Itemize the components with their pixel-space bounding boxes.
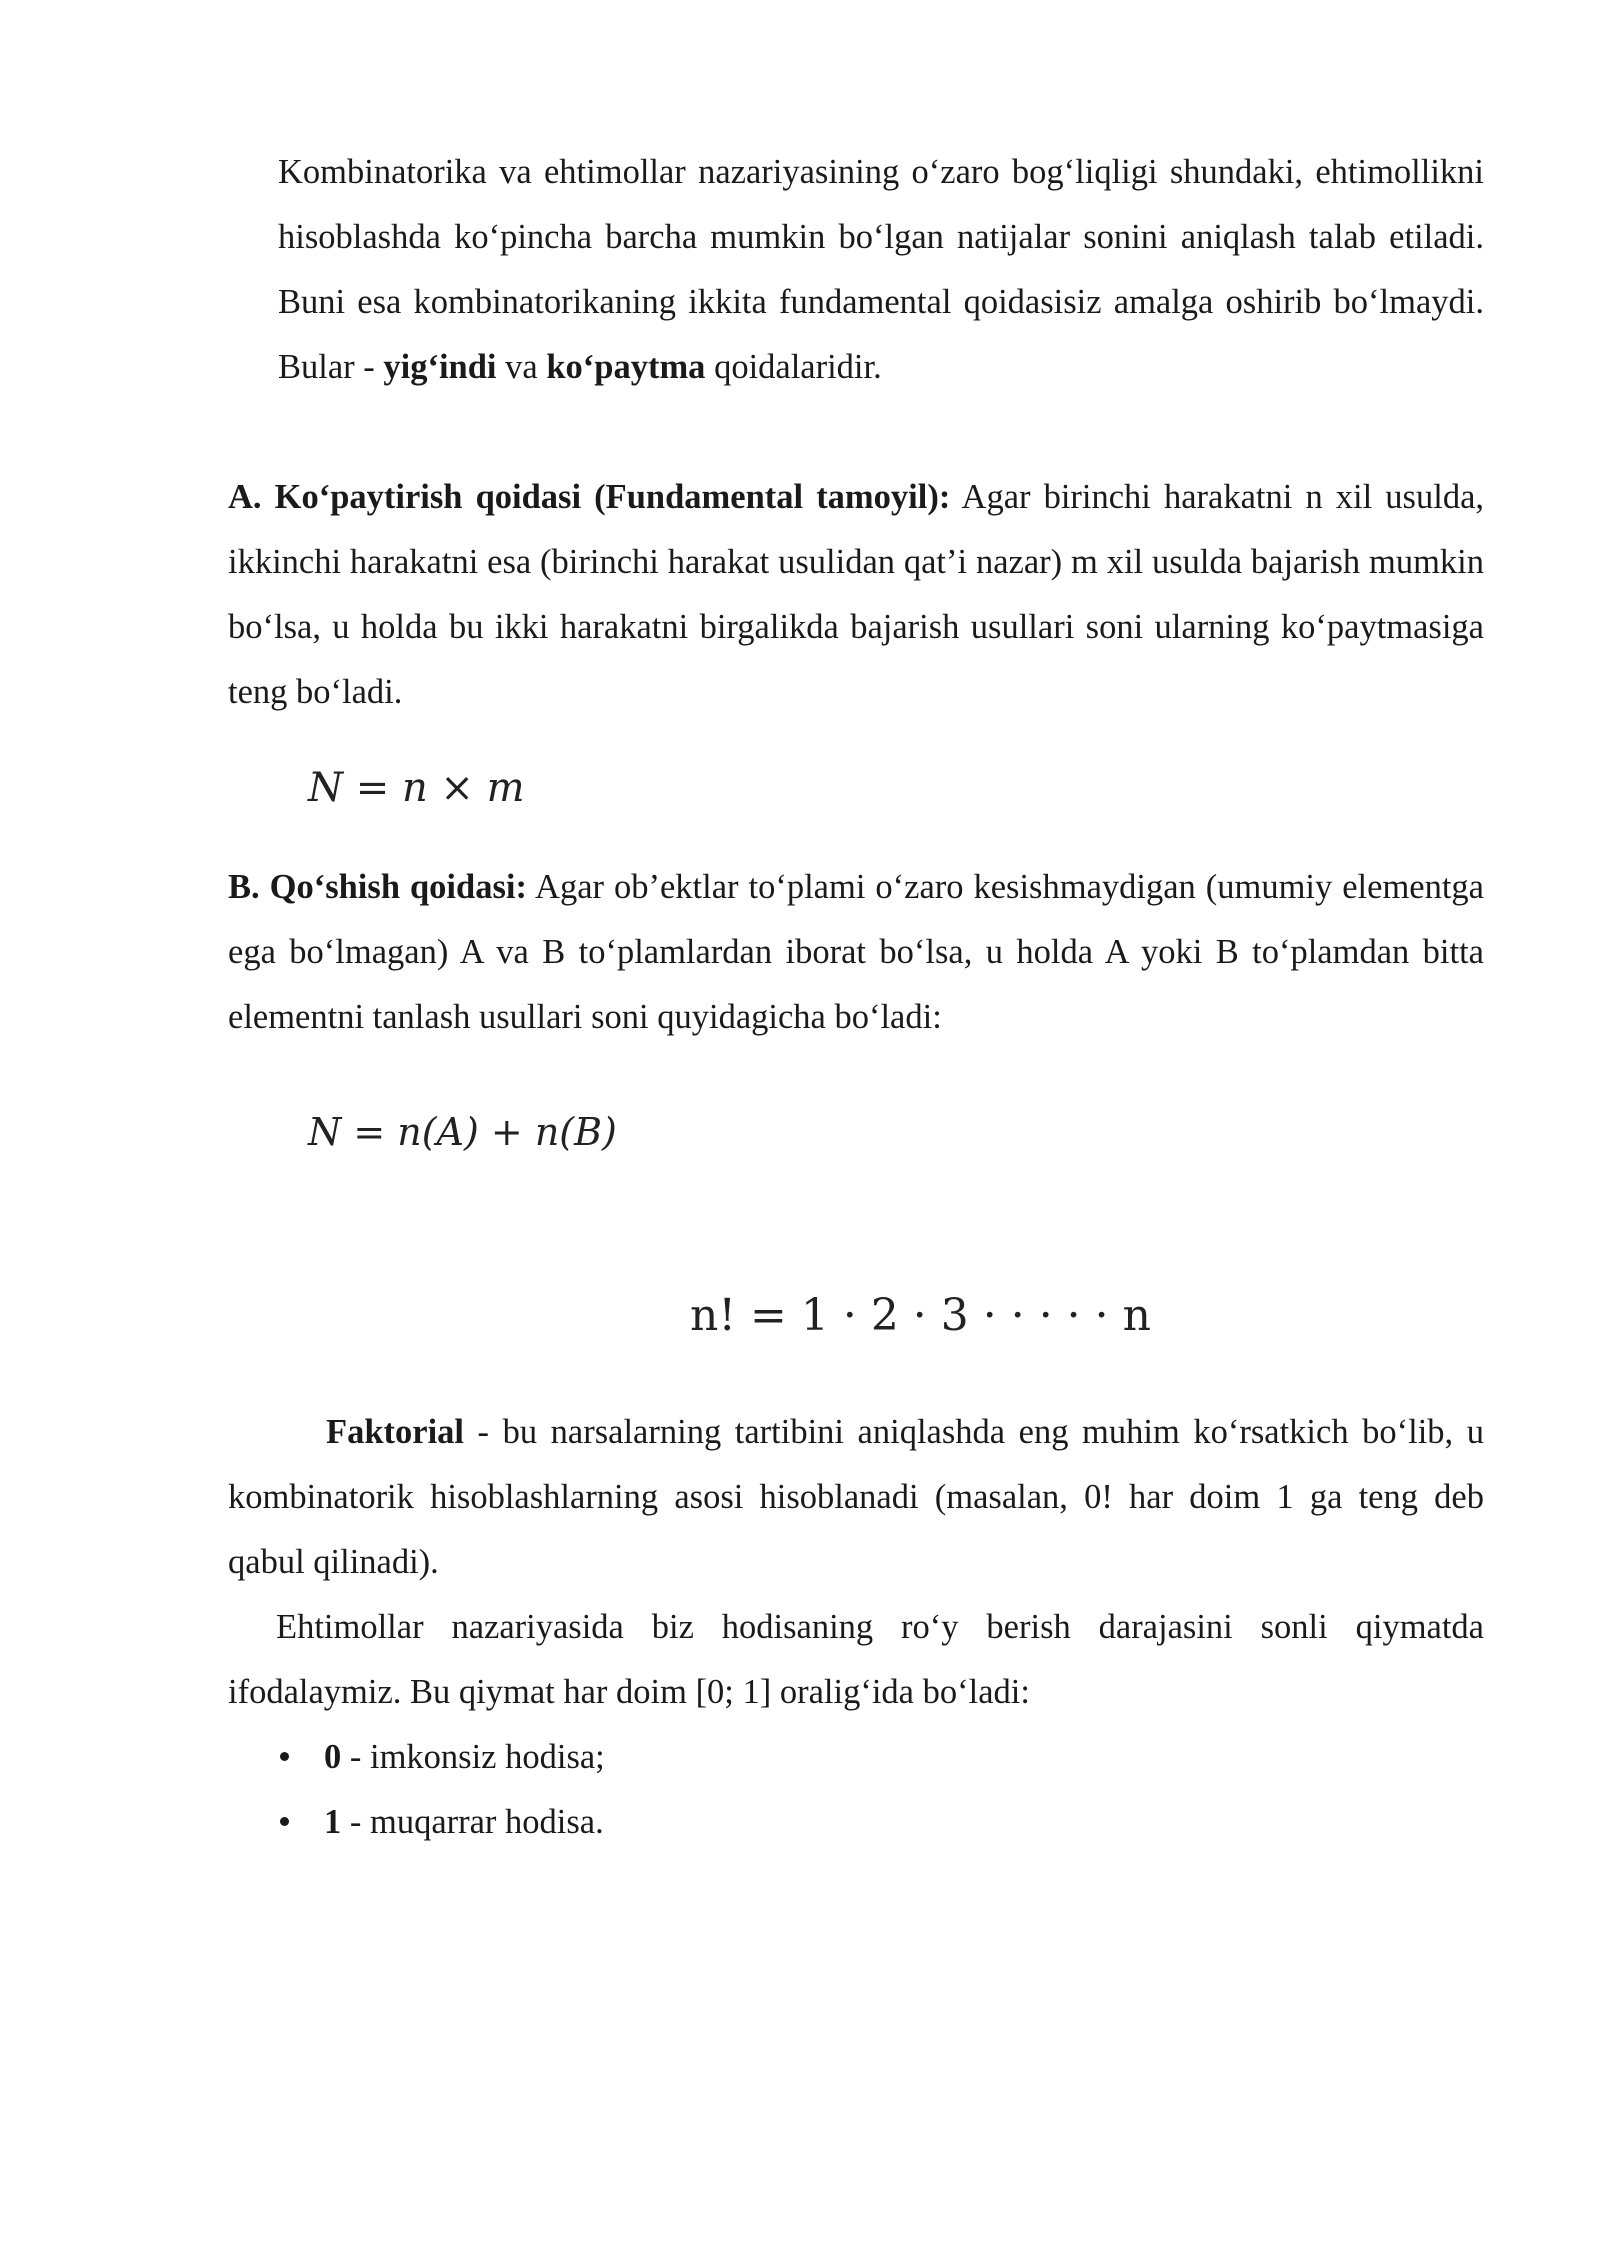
formula-product-rule [308, 765, 525, 811]
section-a-heading: A. Ko‘paytirish qoidasi (Fundamental tamoyil): [228, 478, 951, 516]
bullet-text: - imkonsiz hodisa; [341, 1738, 605, 1776]
section-b-paragraph [228, 855, 1484, 1050]
section-a-text: Agar birinchi harakatni n xil usulda, ikkinchi harakatni esa (birinchi harakat usulidan qat’i nazar) m xil usulda bajarish mumkin bo‘lsa, u holda bu ikki harakatni birgalikda bajarish usullari soni ularning ko‘paytmasiga teng bo‘ladi. [228, 478, 1485, 711]
bullet-icon [280, 1817, 289, 1826]
factorial-bold: Faktorial [326, 1413, 464, 1451]
intro-end-text: qoidalaridir. [705, 348, 882, 386]
formula-factorial [690, 1290, 1151, 1341]
factorial-paragraph [228, 1400, 1484, 1595]
intro-text: Kombinatorika va ehtimollar nazariyasining o‘zaro bog‘liqligi shundaki, ehtimollikni hisoblashda ko‘pincha barcha mumkin bo‘lgan natijalar sonini aniqlash talab etiladi. Buni esa kombinatorikaning ikkita fundamental qoidasisiz amalga oshirib bo‘lmaydi. Bular - [278, 153, 1484, 386]
bullet-value: 0 [324, 1738, 342, 1776]
formula-product-text: N = n × m [308, 765, 525, 811]
probability-paragraph [228, 1595, 1484, 1725]
bullet-list [228, 1725, 1484, 1855]
bullet-text: - muqarrar hodisa. [341, 1803, 604, 1841]
intro-paragraph [278, 140, 1484, 400]
formula-sum-rule [308, 1110, 617, 1154]
list-item [228, 1725, 1484, 1790]
probability-text: Ehtimollar nazariyasida biz hodisaning ro‘y berish darajasini sonli qiymatda ifodalaymiz. Bu qiymat har doim [0; 1] oralig‘ida bo‘ladi: [228, 1608, 1484, 1711]
intro-mid-text: va [496, 348, 547, 386]
section-a-paragraph [228, 465, 1484, 725]
section-b-heading: B. Qo‘shish qoidasi: [228, 868, 527, 906]
intro-bold-product: ko‘paytma [546, 348, 706, 386]
formula-factorial-text: n! = 1 · 2 · 3 · · · · · n [690, 1290, 1151, 1341]
section-b-text: Agar ob’ektlar to‘plami o‘zaro kesishmaydigan (umumiy elementga ega bo‘lmagan) A va B to‘plamlardan iborat bo‘lsa, u holda A yoki B to‘plamdan bitta elementni tanlash usullari soni quyidagicha bo‘ladi: [228, 868, 1484, 1036]
factorial-text: - bu narsalarning tartibini aniqlashda eng muhim ko‘rsatkich bo‘lib, u kombinatorik hisoblashlarning asosi hisoblanadi (masalan, 0! har doim 1 ga teng deb qabul qilinadi). [228, 1413, 1484, 1581]
list-item [228, 1790, 1484, 1855]
bullet-value: 1 [324, 1803, 342, 1841]
bullet-icon [280, 1752, 289, 1761]
intro-bold-sum: yig‘indi [383, 348, 497, 386]
formula-sum-text: N = n(A) + n(B) [308, 1110, 617, 1154]
